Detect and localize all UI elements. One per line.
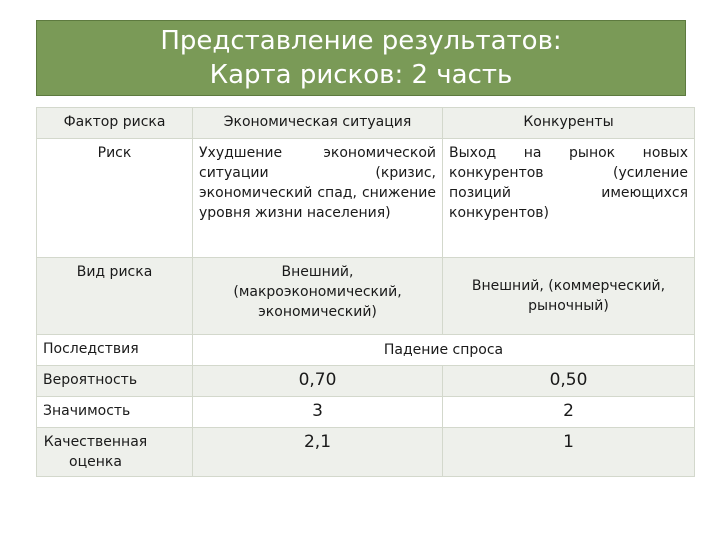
title-line-1: Представление результатов:	[160, 26, 562, 56]
cell-risk-economic: Ухудшение экономической ситуации (кризис, экономический спад, снижение уровня жизни населения)	[193, 139, 443, 258]
slide-title	[36, 20, 686, 96]
cell-consequences: Падение спроса	[193, 335, 695, 366]
cell-qualitative-economic: 2,1	[193, 428, 443, 477]
cell-significance-competitors: 2	[443, 397, 695, 428]
cell-significance-economic: 3	[193, 397, 443, 428]
title-line-2: Карта рисков: 2 часть	[209, 60, 513, 90]
table-row-consequences	[37, 335, 695, 366]
cell-risk-type-economic: Внешний, (макроэкономический, экономический)	[193, 258, 443, 335]
table-row-risk	[37, 139, 695, 258]
risk-map-table	[36, 107, 695, 477]
table-row-risk-type	[37, 258, 695, 335]
table-row-qualitative	[37, 428, 695, 477]
cell-probability-economic: 0,70	[193, 366, 443, 397]
header-economic: Экономическая ситуация	[193, 108, 443, 139]
row-label-risk-type: Вид риска	[37, 258, 193, 335]
header-competitors: Конкуренты	[443, 108, 695, 139]
row-label-significance: Значимость	[37, 397, 193, 428]
table-row-significance	[37, 397, 695, 428]
cell-risk-type-competitors: Внешний, (коммерческий, рыночный)	[443, 258, 695, 335]
row-label-probability: Вероятность	[37, 366, 193, 397]
table-header-row	[37, 108, 695, 139]
row-label-risk: Риск	[37, 139, 193, 258]
cell-probability-competitors: 0,50	[443, 366, 695, 397]
row-label-consequences: Последствия	[37, 335, 193, 366]
cell-qualitative-competitors: 1	[443, 428, 695, 477]
table-row-probability	[37, 366, 695, 397]
header-factor: Фактор риска	[37, 108, 193, 139]
cell-risk-competitors: Выход на рынок новых конкурентов (усиление позиций имеющихся конкурентов)	[443, 139, 695, 258]
row-label-qualitative: Качественная оценка	[37, 428, 193, 477]
